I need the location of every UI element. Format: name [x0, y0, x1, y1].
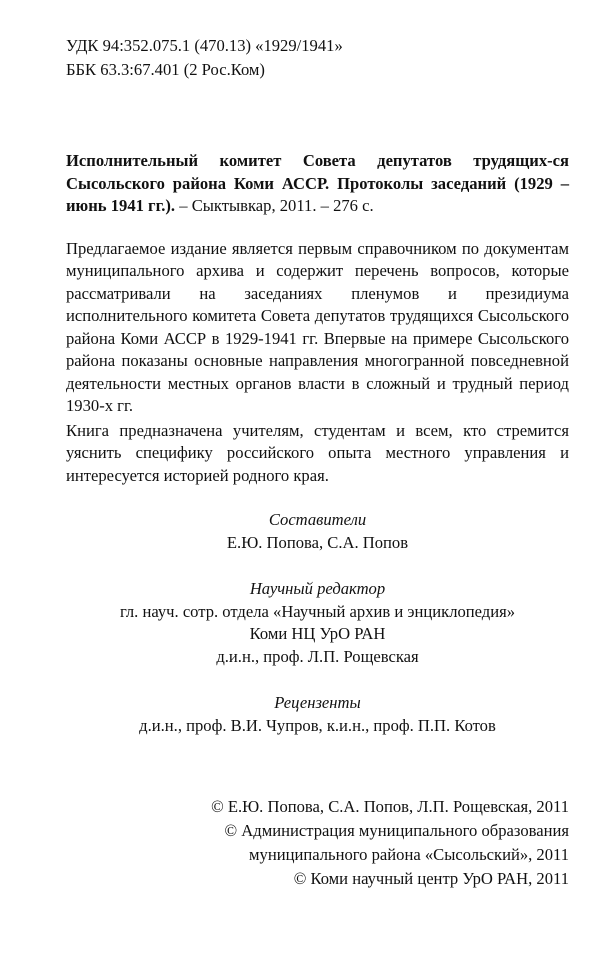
credits	[66, 509, 569, 737]
copyright-science-center: © Коми научный центр УрО РАН, 2011	[293, 869, 569, 888]
classification-block	[66, 34, 569, 82]
copyright-authors: © Е.Ю. Попова, С.А. Попов, Л.П. Рощевская, 2011	[211, 797, 569, 816]
biblio-title: Исполнительный комитет Совета депутатов трудящих-ся Сысольского района Коми АССР. Протоколы заседаний (1929 – июнь 1941 гг.).	[66, 151, 569, 215]
copyright-administration: © Администрация муниципального образования	[224, 821, 569, 840]
compilers-role: Составители	[268, 510, 367, 529]
editor-name: д.и.н., проф. Л.П. Рощевская	[216, 646, 419, 666]
editor-block	[66, 578, 569, 668]
editor-role: Научный редактор	[249, 579, 386, 598]
compilers-names: Е.Ю. Попова, С.А. Попов	[226, 532, 409, 552]
abstract-paragraph: Книга предназначена учителям, студентам и всем, кто стремится уяснить специфику российского опыта местного управления и интересуется историей родного края.	[66, 420, 569, 485]
bbk-code: ББК 63.3:67.401 (2 Рос.Ком)	[66, 60, 265, 79]
compilers-block	[66, 509, 569, 554]
biblio-imprint: – Сыктывкар, 2011. – 276 с.	[175, 196, 374, 215]
abstract-paragraph: Предлагаемое издание является первым справочником по документам муниципального архива и содержит перечень вопросов, которые рассматривали на заседаниях пленумов и президиума исполнительного комитета Совета депутатов трудящихся Сысольского района Коми АССР в 1929-1941 гг. Впервые на примере Сысольского района показаны основные направления многогранной повседневной деятельности местных органов власти в сложный и трудный период 1930-х гг.	[66, 238, 569, 415]
reviewers-names: д.и.н., проф. В.И. Чупров, к.и.н., проф. П.П. Котов	[139, 715, 496, 735]
document-page	[66, 34, 569, 761]
reviewers-block	[66, 692, 569, 737]
udk-code: УДК 94:352.075.1 (470.13) «1929/1941»	[66, 36, 343, 55]
copyright-block	[66, 795, 569, 891]
editor-position: гл. науч. сотр. отдела «Научный архив и энциклопедия»	[119, 601, 516, 621]
bibliographic-description	[66, 150, 569, 218]
editor-institution: Коми НЦ УрО РАН	[249, 624, 386, 643]
abstract	[66, 238, 569, 488]
copyright-district: муниципального района «Сысольский», 2011	[249, 845, 569, 864]
reviewers-role: Рецензенты	[274, 693, 361, 712]
